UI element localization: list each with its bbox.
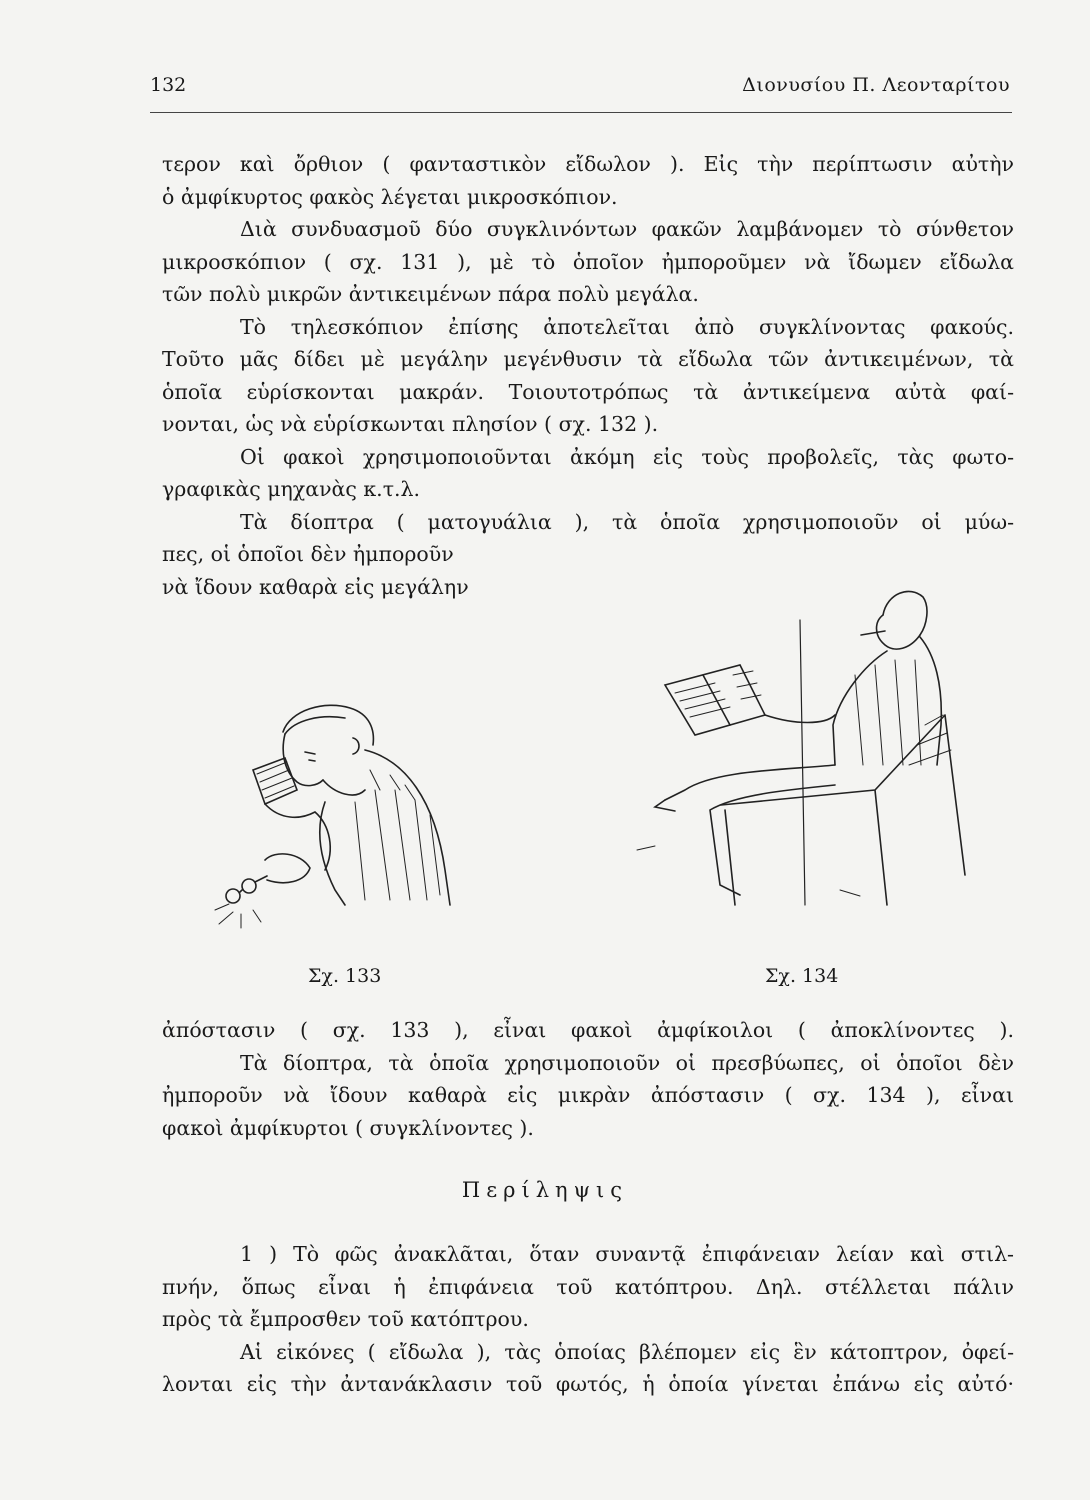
text-line: Οἱ φακοὶ χρησιμοποιοῦνται ἀκόμη εἰς τοὺς προβολεῖς, τὰς φωτο- xyxy=(240,444,1014,469)
text-line: ὁ ἀμφίκυρτος φακὸς λέγεται μικροσκόπιον. xyxy=(162,184,618,209)
text-block-middle xyxy=(162,1014,1014,1144)
section-title: Περίληψις xyxy=(461,1178,629,1202)
text-block-top xyxy=(162,148,1014,603)
text-line: γραφικὰς μηχανὰς κ.τ.λ. xyxy=(162,477,421,501)
text-line: πρὸς τὰ ἔμπροσθεν τοῦ κατόπτρου. xyxy=(162,1307,529,1331)
figure-133-caption: Σχ. 133 xyxy=(308,965,382,987)
running-head: Διονυσίου Π. Λεονταρίτου xyxy=(742,74,1010,96)
text-line: μικροσκόπιον ( σχ. 131 ), μὲ τὸ ὁποῖον ἠμποροῦμεν νὰ ἴδωμεν εἴδωλα xyxy=(162,249,1014,274)
text-block-bottom xyxy=(162,1238,1014,1401)
text-line: φακοὶ ἀμφίκυρτοι ( συγκλίνοντες ). xyxy=(162,1115,534,1140)
text-line: Τοῦτο μᾶς δίδει μὲ μεγάλην μεγένθυσιν τὰ εἴδωλα τῶν ἀντικειμένων, τὰ xyxy=(162,347,1014,371)
text-line: 1 ) Τὸ φῶς ἀνακλᾶται, ὅταν συναντᾷ ἐπιφάνειαν λείαν καὶ στιλ- xyxy=(240,1242,1014,1266)
text-line: Τὰ δίοπτρα, τὰ ὁποῖα χρησιμοποιοῦν οἱ πρεσβύωπες, οἱ ὁποῖοι δὲν xyxy=(240,1050,1014,1075)
page-header xyxy=(150,74,1010,108)
text-line: Τὸ τηλεσκόπιον ἐπίσης ἀποτελεῖται ἀπὸ συγκλίνοντας φακούς. xyxy=(240,314,1014,339)
text-line: λονται εἰς τὴν ἀντανάκλασιν τοῦ φωτός, ἡ ὁποία γίνεται ἐπάνω εἰς αὐτό· xyxy=(162,1372,1014,1396)
text-line: πες, οἱ ὁποῖοι δὲν ἠμποροῦν xyxy=(162,542,454,566)
text-line: ὁποῖα εὑρίσκονται μακράν. Τοιουτοτρόπως τὰ ἀντικείμενα αὐτὰ φαί- xyxy=(162,379,1014,404)
text-line: νονται, ὡς νὰ εὑρίσκωνται πλησίον ( σχ. 132 ). xyxy=(162,412,659,436)
text-line: ἠμποροῦν νὰ ἴδουν καθαρὰ εἰς μικρὰν ἀπόστασιν ( σχ. 134 ), εἶναι xyxy=(162,1083,1014,1107)
text-line: ἀπόστασιν ( σχ. 133 ), εἶναι φακοὶ ἀμφίκοιλοι ( ἀποκλίνοντες ). xyxy=(162,1018,1014,1042)
text-line: Αἱ εἰκόνες ( εἴδωλα ), τὰς ὁποίας βλέπομεν εἰς ἓν κάτοπτρον, ὀφεί- xyxy=(240,1339,1014,1364)
figure-134-illustration xyxy=(625,575,995,940)
page-number: 132 xyxy=(150,74,187,96)
figure-134-caption: Σχ. 134 xyxy=(765,965,839,987)
text-line: τῶν πολὺ μικρῶν ἀντικειμένων πάρα πολὺ μεγάλα. xyxy=(162,282,699,306)
header-rule xyxy=(150,112,1012,113)
text-line: νὰ ἴδουν καθαρὰ εἰς μεγάλην xyxy=(162,574,469,599)
text-line: Τὰ δίοπτρα ( ματογυάλια ), τὰ ὁποῖα χρησιμοποιοῦν οἱ μύω- xyxy=(240,509,1014,534)
figure-133-illustration xyxy=(205,690,505,940)
text-line: τερον καὶ ὄρθιον ( φανταστικὸν εἴδωλον ). Εἰς τὴν περίπτωσιν αὐτὴν xyxy=(162,152,1014,176)
text-line: Διὰ συνδυασμοῦ δύο συγκλινόντων φακῶν λαμβάνομεν τὸ σύνθετον xyxy=(240,217,1014,241)
text-line: πνήν, ὅπως εἶναι ἡ ἐπιφάνεια τοῦ κατόπτρου. Δηλ. στέλλεται πάλιν xyxy=(162,1274,1014,1299)
